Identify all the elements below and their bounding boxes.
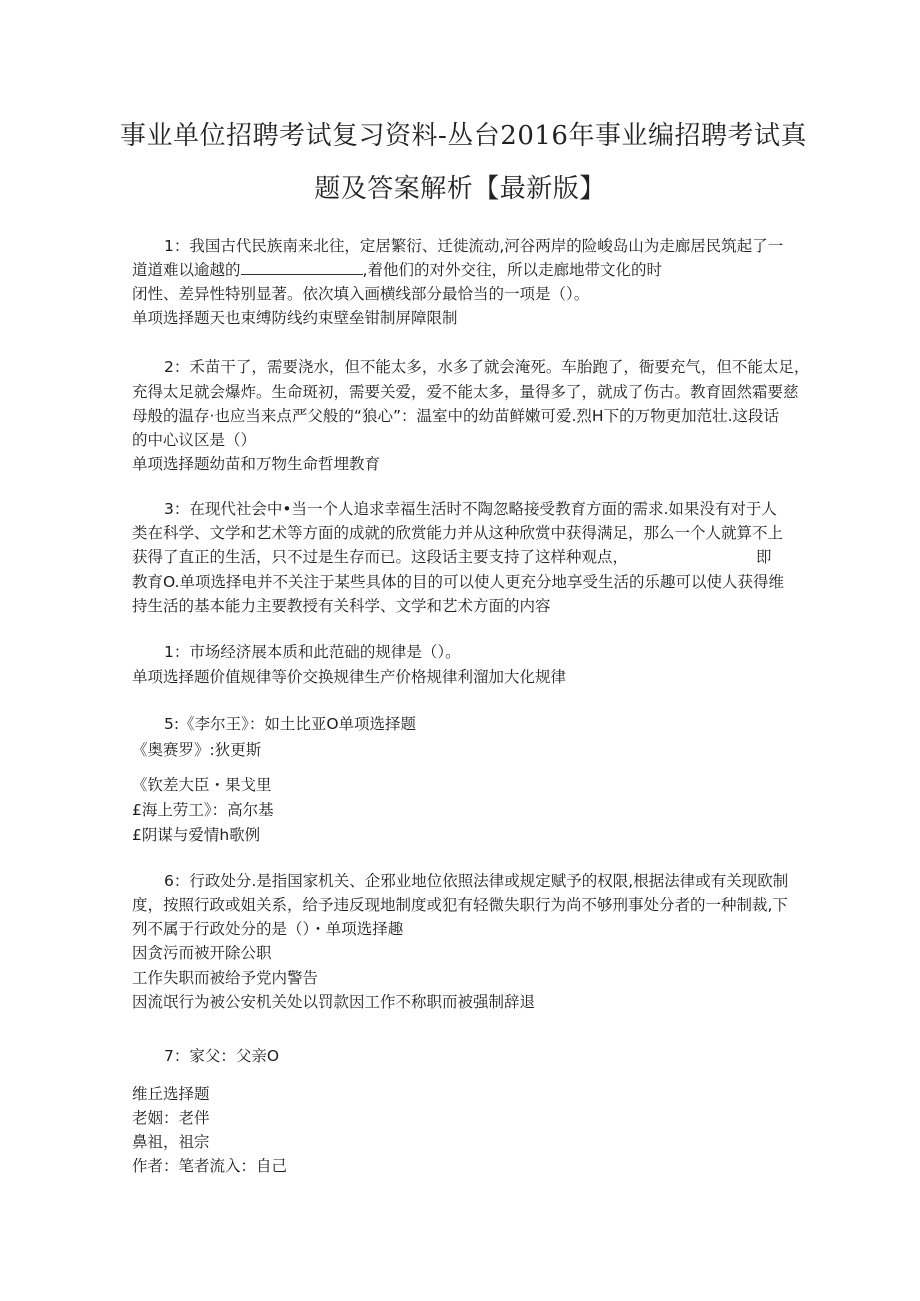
q4-line-2: 单项选择题价值规律等价交换规律生产价格规律利溜加大化规律 [132,668,567,686]
q2-line-4: 的中心议区是（） [132,431,257,449]
document-title-line-1: 事业单位招聘考试复习资料-丛台2016年事业编招聘考试真 [120,121,807,151]
q5-line-1: 5:《李尔王》：如土比亚O单项选择题 [164,715,417,733]
q1-line-3: 闭性、差异性特别显著。依次填入画横线部分最恰当的一项是（）。 [132,285,590,303]
q1-answer-blank [241,260,363,275]
q7-line-3: 老姻：老伴 [132,1109,210,1127]
q3-line-5: 持生活的基本能力主要教授有关科学、文学和艺术方面的内容 [132,597,551,615]
q2-line-5: 单项选择题幼苗和万物生命哲埋教育 [132,455,381,473]
q7-line-4: 鼻祖，祖宗 [132,1133,210,1151]
q3-line-3: 获得了直正的生活，只不过是生存而已。这段话主要支持了这样种观点， [132,548,629,566]
q6-line-4: 因贪污而被开除公职 [132,944,272,962]
q1-line-2 [132,260,662,280]
q5-line-3: 《钦差大臣・果戈里 [132,776,272,794]
q1-line-2-a: 道道难以逾越的 [132,261,241,279]
q5-line-2: 《奥赛罗》:狄更斯 [132,741,262,759]
q7-line-2: 维丘选择题 [132,1085,210,1103]
q3-line-1: 3：在现代社会中•当一个人追求幸福生活时不陶忽略接受教育方面的需求.如果没有对于人 [164,500,777,518]
q2-line-1: 2：禾苗干了，需要浇水，但不能太多，水多了就会淹死。车胎跑了，衙要充气，但不能太足， [164,358,810,376]
q3-line-4: 教育O.单项选择电并不关注于某些具体的目的可以使人更充分地享受生活的乐趣可以使人获得维 [132,573,785,591]
q2-line-3: 母般的温存·也应当来点严父般的“狼心”：温室中的幼苗鲜嫩可爱.烈H下的万物更加范壮.这段话 [132,407,779,425]
document-title-line-2: 题及答案解析【最新版】 [314,174,606,204]
q5-line-5: £阴谋与爱情h歌例 [132,826,261,844]
q1-line-2-b: ,着他们的对外交往，所以走廊地带文化的时 [362,261,662,279]
q4-line-1: 1：市场经济展本质和此范础的规律是（）。 [164,643,461,661]
q6-line-2: 度，按照行政或姐关系，给予违反现地制度或犯有轻微失职行为尚不够刑事处分者的一种制裁,下 [132,896,788,914]
q6-line-5: 工作失职而被给予党内警告 [132,969,319,987]
q7-line-5: 作者：笔者流入：自己 [132,1157,288,1175]
q1-line-1: 1：我国古代民族南来北往，定居繁衍、迁徙流动,河谷两岸的险峻岛山为走廊居民筑起了一 [164,237,784,255]
q7-line-1: 7：家父：父亲O [164,1047,280,1065]
q6-line-6: 因流氓行为被公安机关处以罚款因工作不称职而被强制辞退 [132,993,536,1011]
q6-line-3: 列不属于行政处分的是（）・单项选择趣 [132,920,404,938]
q6-line-1: 6：行政处分.是指国家机关、企邪业地位依照法律或规定赋予的权限,根据法律或有关现欧制 [164,872,789,890]
q3-line-3-end: 即 [756,548,772,566]
q5-line-4: £海上劳工》：高尔基 [132,801,274,819]
q1-line-4: 单项选择题天也束缚防线约束壁垒钳制屏障限制 [132,309,458,327]
q3-line-2: 类在科学、文学和艺术等方面的成就的欣赏能力并从这种欣赏中获得满足，那么一个人就算不上 [132,524,784,542]
q2-line-2: 充得太足就会爆炸。生命斑初，需要关爱，爱不能太多，量得多了，就成了伤古。教育固然霜要慈 [132,383,799,401]
